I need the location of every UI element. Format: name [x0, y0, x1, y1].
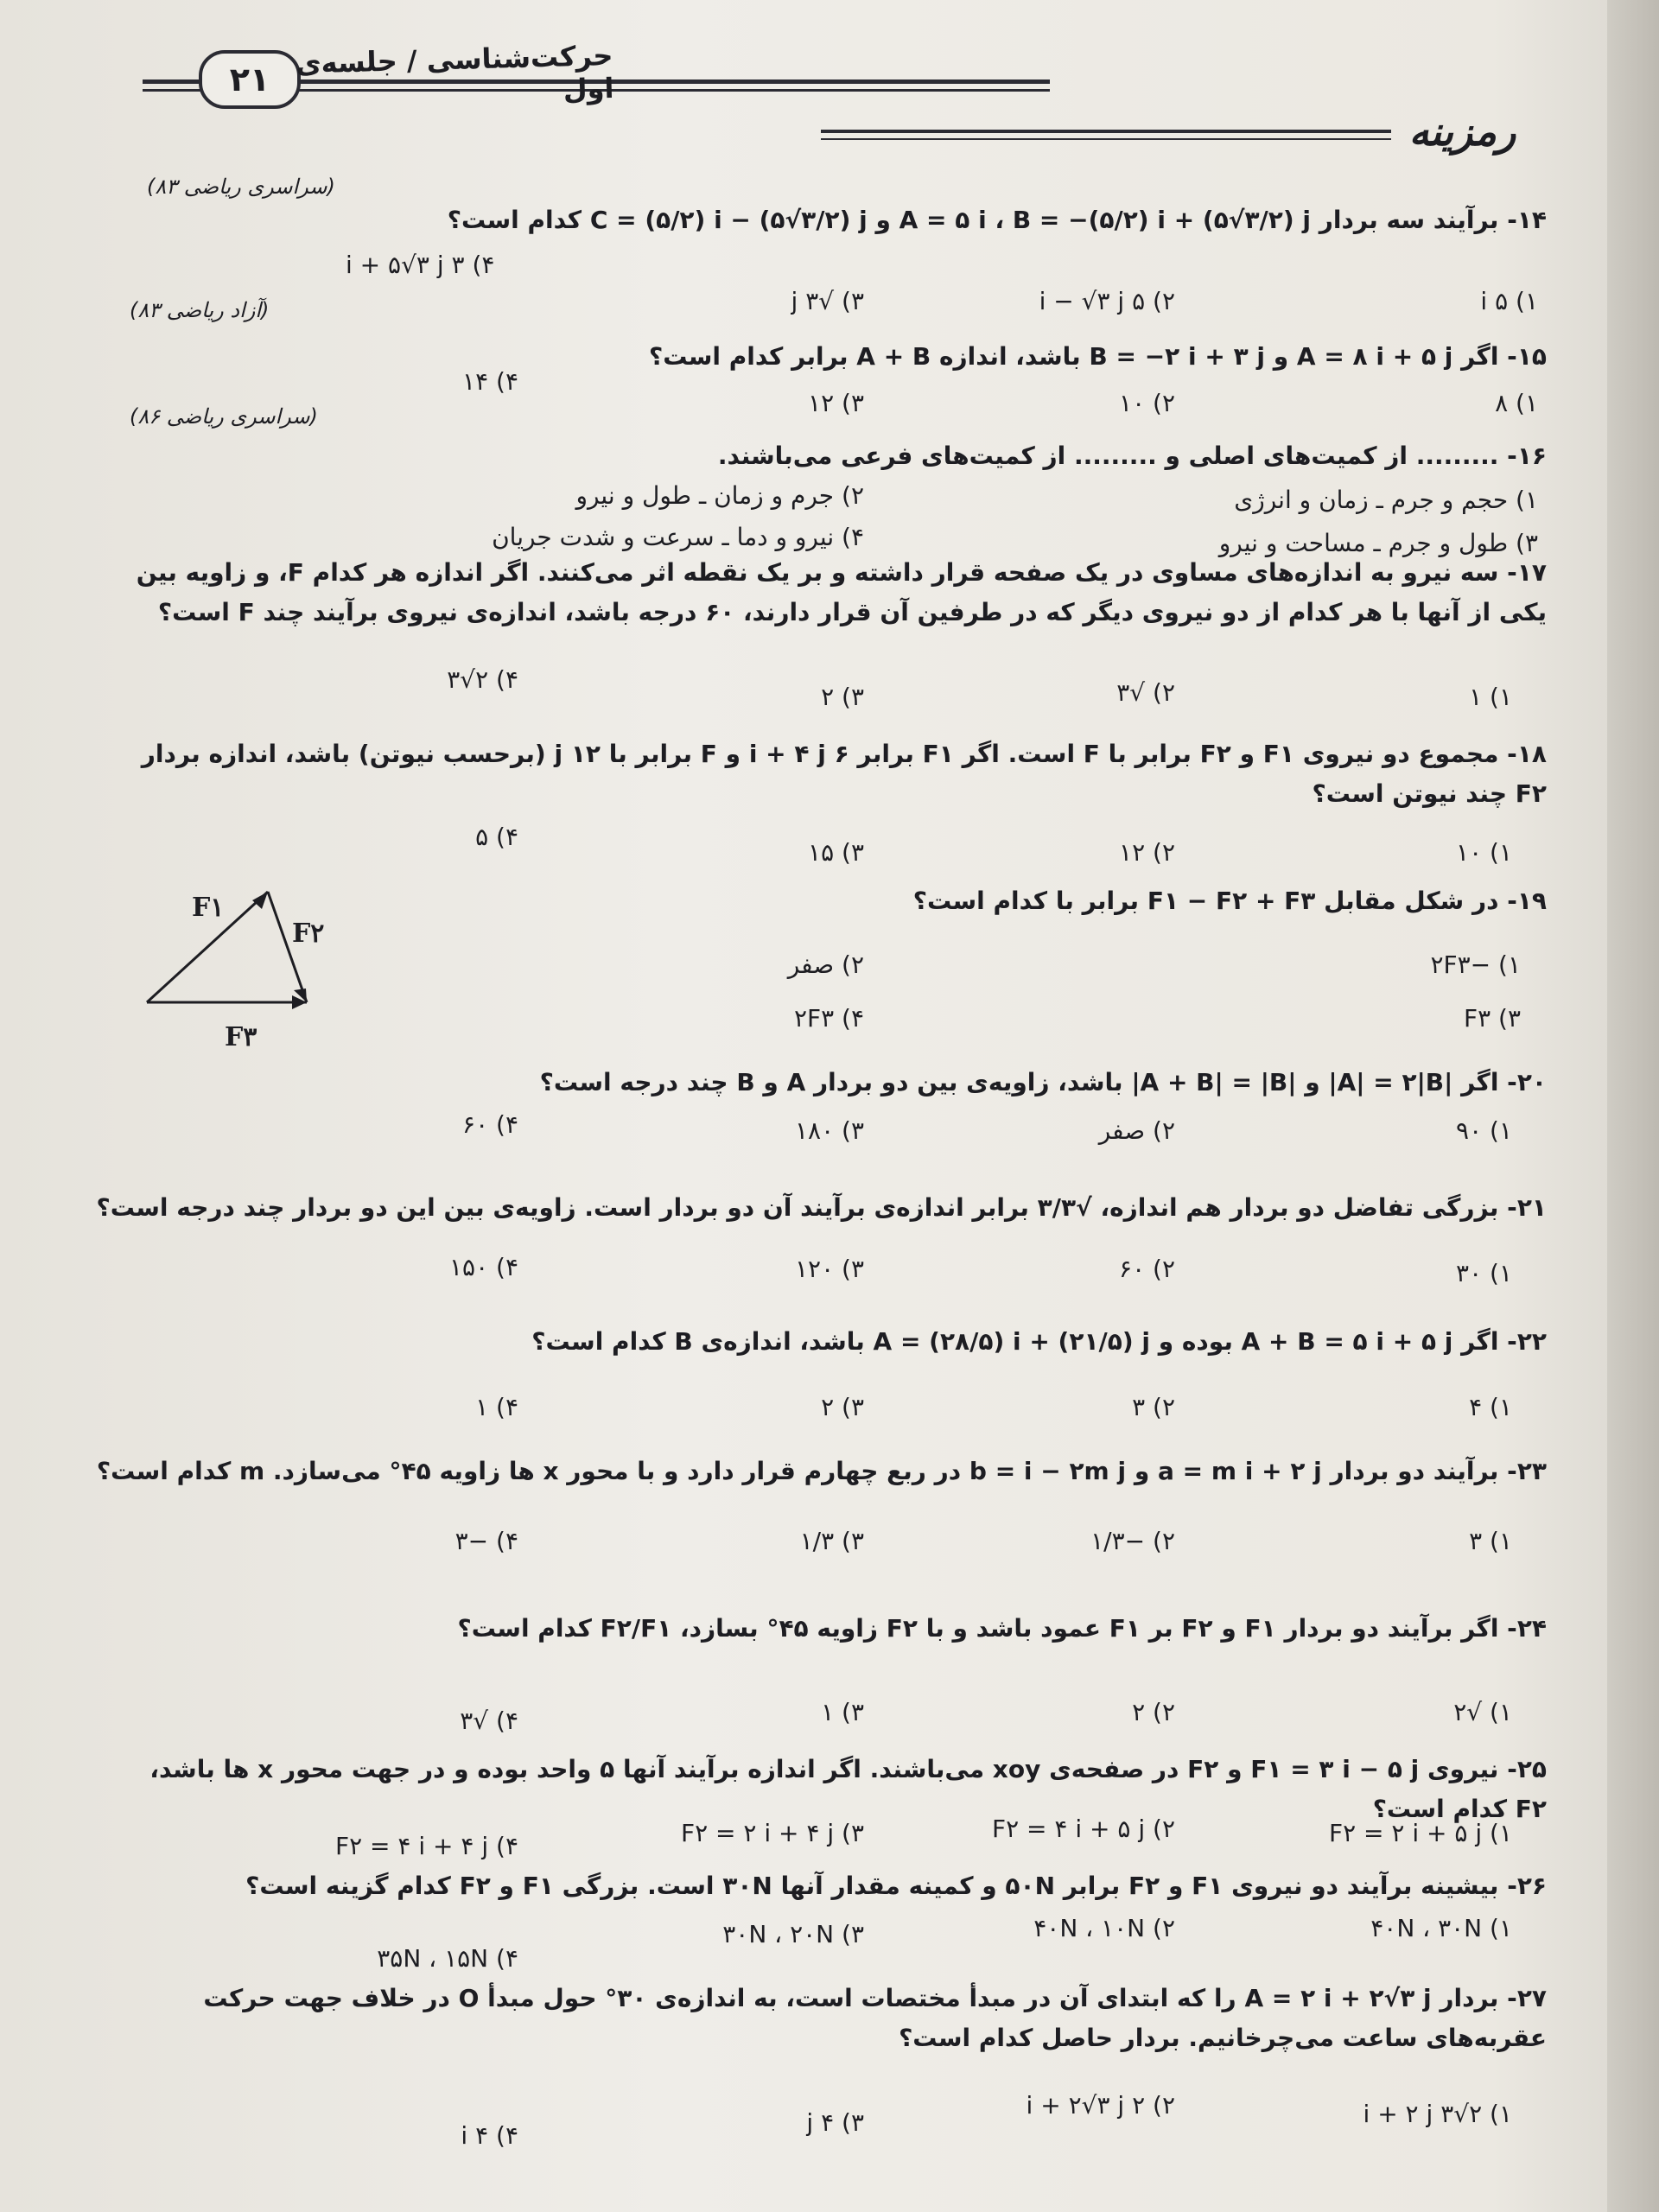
- publisher-logo: رمزینه: [1408, 108, 1516, 155]
- header-rule: [821, 130, 1391, 133]
- option: ۴) F۲ = ۴ i + ۴ j: [335, 1832, 518, 1860]
- option: ۳) ۱/۳: [799, 1527, 864, 1555]
- force-triangle-diagram: [138, 881, 346, 1054]
- option: ۴) نیرو و دما ـ سرعت و شدت جریان: [492, 523, 864, 551]
- question-text: ۱۷- سه نیرو به اندازه‌های مساوی در یک صفحه قرار داشته و بر یک نقطه اثر می‌کنند. اگر اندازه هر کدام F، و زاویه بین یکی از آنها با هر کدام از دو نیروی دیگر که در طرفین آن قرار دارند، ۶۰ درجه باشد، اندازه‌ی نیروی برآیند چند F است؟: [136, 558, 1547, 626]
- option: ۲) −۱/۳: [1090, 1527, 1175, 1555]
- option: ۲) √۳: [1116, 678, 1175, 707]
- option: ۲) صفر: [787, 950, 864, 979]
- option: ۲) ۳: [1132, 1393, 1175, 1421]
- option: ۱) ۳۰: [1456, 1259, 1512, 1287]
- option: ۴) ۳ i + ۵√۳ j: [346, 251, 495, 279]
- page-number: ۲۱: [199, 50, 301, 109]
- question-text: ۲۳- برآیند دو بردار a = m i + ۲ j و b = i − ۲m j در ربع چهارم قرار دارد و با محور x ها زاویه ۴۵° می‌سازد. m کدام است؟: [96, 1457, 1547, 1485]
- option: ۴) ۱۴: [462, 367, 518, 396]
- option: ۳) ۱: [821, 1698, 864, 1726]
- question-text: ۱۸- مجموع دو نیروی F۱ و F۲ برابر با F است. اگر F۱ برابر ۶ i + ۴ j و F برابر با ۱۲ j (برحسب نیوتن) باشد، اندازه بردار F۲ چند نیوتن است؟: [141, 740, 1547, 808]
- option: ۳) √۳ j: [791, 287, 864, 315]
- question-text: ۲۵- نیروی F۱ = ۳ i − ۵ j و F۲ در صفحه‌ی xoy می‌باشند. اگر اندازه برآیند آنها ۵ واحد بوده و در جهت محور x ها باشد، F۲ کدام است؟: [149, 1755, 1547, 1823]
- option: ۳) ۳۰N ، ۲۰N: [722, 1920, 864, 1948]
- option: ۲) ۱۲: [1119, 838, 1175, 867]
- option: ۳) ۲: [821, 1393, 864, 1421]
- option: ۱) ۳: [1469, 1527, 1512, 1555]
- question-text: ۱۵- اگر A = ۸ i + ۵ j و B = −۲ i + ۳ j باشد، اندازه A + B برابر کدام است؟: [649, 342, 1547, 371]
- label-f1: F۱: [192, 893, 225, 923]
- option: ۴) √۳: [460, 1707, 518, 1735]
- option: ۲) ۶۰: [1119, 1255, 1175, 1283]
- option: ۴) ۲√۳: [447, 665, 518, 694]
- question-text: ۲۱- بزرگی تفاضل دو بردار هم اندازه، √۳/۳ برابر اندازه‌ی برآیند آن دو بردار است. زاویه‌ی بین این دو بردار چند درجه است؟: [96, 1193, 1547, 1222]
- option: ۳) ۱۲۰: [795, 1255, 864, 1283]
- option: ۱) ۱: [1469, 683, 1512, 711]
- option: ۲) F۲ = ۴ i + ۵ j: [992, 1815, 1175, 1843]
- option: ۱) ۸: [1495, 389, 1538, 417]
- question-text: ۲۰- اگر |A| = ۲|B| و |A + B| = |B| باشد، زاویه‌ی بین دو بردار A و B چند درجه است؟: [539, 1068, 1547, 1096]
- question-source: (سراسری ریاضی ۸۶): [130, 404, 318, 429]
- option: ۴) ۲F۳: [793, 1004, 864, 1033]
- label-f3: F۳: [225, 1022, 257, 1052]
- question-source: (سراسری ریاضی ۸۳): [147, 175, 335, 199]
- option: ۴) −۳: [454, 1527, 518, 1555]
- question-text: ۱۴- برآیند سه بردار A = ۵ i ، B = −(۵/۲) i + (۵√۳/۲) j و C = (۵/۲) i − (۵√۳/۲) j کدام است؟: [447, 206, 1547, 234]
- option: ۲) ۲ i + ۲√۳ j: [1026, 2091, 1175, 2120]
- option: ۱) ۴: [1469, 1393, 1512, 1421]
- option: ۲) صفر: [1098, 1116, 1175, 1145]
- question-text: ۲۴- اگر برآیند دو بردار F۱ و F۲ بر F۱ عمود باشد و با F۲ زاویه ۴۵° بسازد، F۲/F۱ کدام است؟: [457, 1614, 1547, 1643]
- chapter-title: حرکت‌شناسی / جلسه‌ی اول: [295, 39, 614, 106]
- option: ۴) ۴ i: [461, 2121, 518, 2150]
- option: ۳) طول و جرم ـ مساحت و نیرو: [1218, 529, 1538, 557]
- question-text: ۱۹- در شکل مقابل F۱ − F۲ + F۳ برابر با کدام است؟: [912, 887, 1547, 915]
- option: ۳) ۱۲: [808, 389, 864, 417]
- option: ۱) −۲F۳: [1430, 950, 1521, 979]
- book-spine: [1607, 0, 1659, 2212]
- option: ۳) ۱۵: [808, 838, 864, 867]
- option: ۳) ۲: [821, 683, 864, 711]
- option: ۱) ۹۰: [1456, 1116, 1512, 1145]
- option: ۲) ۱۰: [1119, 389, 1175, 417]
- option: ۳) ۱۸۰: [795, 1116, 864, 1145]
- label-f2: F۲: [292, 918, 325, 949]
- header-rule: [821, 138, 1391, 140]
- question-text: ۱۶- ......... از کمیت‌های اصلی و ......... از کمیت‌های فرعی می‌باشند.: [717, 442, 1547, 470]
- option: ۳) F۳: [1463, 1004, 1521, 1033]
- question-text: ۲۶- بیشینه برآیند دو نیروی F۱ و F۲ برابر ۵۰N و کمینه مقدار آنها ۳۰N است. بزرگی F۱ و F۲ کدام گزینه است؟: [245, 1872, 1547, 1900]
- option: ۳) ۴ j: [806, 2108, 864, 2137]
- option: ۱) √۲: [1453, 1698, 1512, 1726]
- option: ۱) ۵ i: [1480, 287, 1538, 315]
- option: ۲) ۴۰N ، ۱۰N: [1033, 1914, 1175, 1942]
- option: ۳) F۲ = ۲ i + ۴ j: [681, 1819, 864, 1847]
- option: ۴) ۵: [475, 823, 518, 851]
- option: ۴) ۱: [475, 1393, 518, 1421]
- option: ۲) ۲: [1132, 1698, 1175, 1726]
- option: ۴) ۱۵۰: [449, 1253, 518, 1281]
- question-text: ۲۲- اگر A + B = ۵ i + ۵ j بوده و A = (۲۸/۵) i + (۲۱/۵) j باشد، اندازه‌ی B کدام است؟: [531, 1327, 1547, 1356]
- option: ۱) F۲ = ۲ i + ۵ j: [1329, 1819, 1512, 1847]
- option: ۴) ۳۵N ، ۱۵N: [377, 1944, 518, 1973]
- option: ۱) ۲√۳ i + ۲ j: [1363, 2100, 1512, 2128]
- option: ۲) ۵ i − √۳ j: [1039, 287, 1175, 315]
- question-source: (آزاد ریاضی ۸۳): [130, 298, 270, 322]
- arrowhead-icon: [252, 892, 268, 909]
- option: ۱) ۱۰: [1456, 838, 1512, 867]
- option: ۲) جرم و زمان ـ طول و نیرو: [575, 481, 864, 510]
- option: ۱) حجم و جرم ـ زمان و انرژی: [1234, 486, 1538, 514]
- option: ۴) ۶۰: [462, 1110, 518, 1139]
- question-text: ۲۷- بردار A = ۲ i + ۲√۳ j را که ابتدای آن در مبدأ مختصات است، به اندازه‌ی ۳۰° حول مبدأ O در خلاف جهت حرکت عقربه‌های ساعت می‌چرخانیم. بردار حاصل کدام است؟: [203, 1984, 1547, 2052]
- option: ۱) ۴۰N ، ۳۰N: [1370, 1914, 1512, 1942]
